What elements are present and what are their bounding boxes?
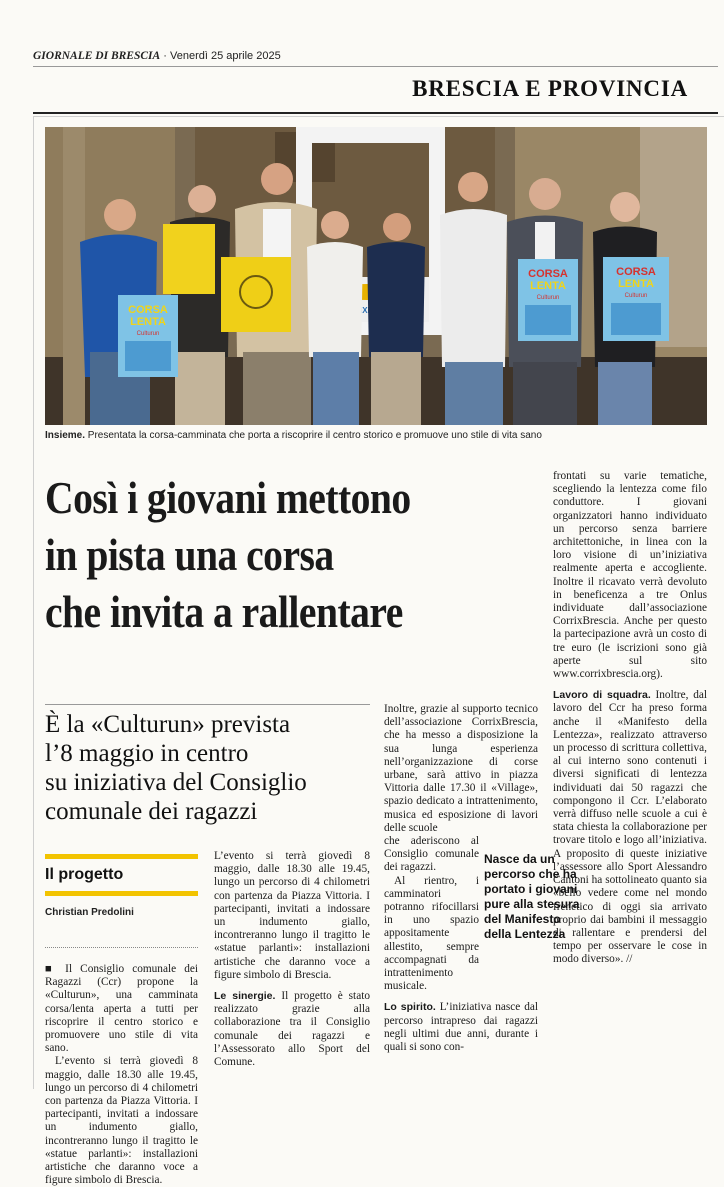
body-paragraph-3: Il progetto è stato realizzato grazie alla collaborazione tra il Consiglio comunale dei ragazzi e l’Assessorato allo Sport del Comune. [214, 990, 370, 1069]
body-paragraph-2: L’evento si terrà giovedì 8 maggio, dalle 18.30 alle 19.45, lungo un percorso di 4 chilometri con partenza da Piazza Vittoria. I partecipanti, invitati a indossare un indumento giallo, incontreranno lungo il tragitto le «statue parlanti»: installazioni artistiche che daranno voce a figure simbolo di Brescia. [214, 850, 370, 981]
subhead-line-3: su iniziativa del Consiglio [45, 769, 307, 796]
yellow-bag-1 [163, 224, 215, 294]
body-paragraph-1: Il Consiglio comunale dei Ragazzi (Ccr) propone la «Culturun», una camminata corsa/lenta aperta a tutti per riscoprire il centro storico e promuovere uno stile di vita sano. [45, 963, 198, 1055]
body-paragraph-6a: L’iniziativa nasce dal percorso intrapreso dai ragazzi negli ultimi due anni, durante i quali si sono con- [384, 1001, 538, 1054]
svg-text:LENTA: LENTA [618, 278, 654, 290]
kicker-bar-bottom [45, 891, 198, 896]
headline-line-3: che invita a rallentare [45, 587, 403, 637]
body-column-1 [45, 963, 198, 1187]
poster-middle [518, 259, 578, 341]
body-paragraph-4a: Inoltre, grazie al supporto tecnico dell’associazione CorrixBrescia, che ha messo a disposizione la sua lunga esperienza nell’organizzazione di corse urbane, sarà attivo in piazza Vittoria dalle 17.30 il «Village», spazio dedicato a intrattenimento, musica ed esposizione di lavori delle scuole [384, 703, 538, 834]
subhead-rule [45, 704, 370, 705]
subheadline [45, 710, 375, 826]
article-photo [45, 127, 707, 425]
pull-quote: Nasce da un percorso che ha portato i giovani pure alla stesura del Manifesto della Lentezza [484, 852, 584, 942]
byline-rule [45, 947, 198, 948]
headline-line-2: in pista una corsa [45, 530, 334, 580]
caption-label: Insieme. [45, 430, 86, 441]
body-column-2 [214, 850, 370, 1069]
svg-text:CORSA: CORSA [616, 266, 656, 278]
poster-right [603, 257, 669, 341]
masthead-separator: · [163, 50, 167, 62]
caption-text: Presentata la corsa-camminata che porta a riscoprire il centro storico e promuove uno stile di vita sano [85, 430, 542, 441]
paragraph-marker: ■ [45, 963, 58, 975]
group-photo-illustration [45, 127, 707, 425]
newspaper-name: GIORNALE DI BRESCIA [33, 50, 161, 62]
subhead-lavoro: Lavoro di squadra. [553, 689, 651, 702]
top-rule [33, 66, 718, 67]
kicker: Il progetto [45, 866, 124, 883]
headline [45, 470, 485, 641]
subhead-line-2: l’8 maggio in centro [45, 740, 249, 767]
body-column-4 [553, 470, 707, 967]
body-paragraph-5: Al rientro, i camminatori potranno rifocillarsi in uno spazio appositamente allestito, sempre accompagnati da intrattenimento musicale. [384, 874, 479, 993]
svg-text:Culturun: Culturun [136, 331, 160, 337]
svg-text:CORSA: CORSA [128, 304, 168, 316]
section-title: BRESCIA E PROVINCIA [412, 76, 688, 101]
headline-line-1: Così i giovani mettono [45, 473, 411, 523]
body-paragraph-6b: frontati su varie tematiche, scegliendo la lentezza come filo conduttore. I giovani organizzatori hanno individuato un percorso senza barriere architettoniche, in linea con la loro visione di un’iniziativa realmente aperta e accogliente. Inoltre il ricavato verrà devoluto in beneficenza a tre Onlus individuate dall’associazione CorrixBrescia. Anche per questo la partecipazione avrà un costo di tre euro (le iscrizioni sono già aperte sul sito www.corrixbrescia.org). [553, 470, 707, 681]
body-paragraph-7: Inoltre, dal lavoro del Ccr ha preso forma anche il «Manifesto della Lentezza», realizzato attraverso un processo di scrittura collettiva, al cui interno sono contenuti i diversi significati di lentezza individuati dai 50 ragazzi che compongono il Ccr. L’elaborato verrà diffuso nelle scuole a cui è stata chiesta la collaborazione per trovare titolo e logo all’iniziativa. A proposito di queste iniziative l’assessore allo Sport Alessandro Cantoni ha sottolineato quanto sia «bello vedere come nel mondo frenetico di oggi sia arrivato proprio dai bambini il messaggio di rallentare e prendersi del tempo per osservare le cose in modo diverso». [553, 689, 708, 966]
body-paragraph-2-start: L’evento si terrà giovedì 8 maggio, dalle 18.30 alle 19.45, lungo un percorso di 4 chilometri con partenza da Piazza Vittoria. I partecipanti, invitati a indossare un indumento giallo, incontreranno lungo il tragitto le «statue parlanti»: installazioni artistiche che daranno voce a figure simbolo di Brescia. [45, 1055, 198, 1187]
subhead-line-4: comunale dei ragazzi [45, 798, 258, 825]
end-mark: // [623, 953, 633, 966]
masthead [33, 50, 281, 62]
svg-text:Culturun: Culturun [536, 295, 560, 301]
author-byline: Christian Predolini [45, 907, 134, 918]
person-5 [367, 213, 425, 425]
subhead-sinergie: Le sinergie. [214, 990, 276, 1003]
kicker-bar-top [45, 854, 198, 859]
svg-text:CORSA: CORSA [528, 268, 568, 280]
poster-left [118, 295, 178, 377]
svg-text:Culturun: Culturun [624, 293, 648, 299]
section-rule [33, 112, 718, 114]
subhead-spirito: Lo spirito. [384, 1001, 436, 1014]
yellow-bag-2 [221, 257, 291, 332]
svg-text:LENTA: LENTA [130, 316, 166, 328]
publication-date: Venerdì 25 aprile 2025 [169, 50, 281, 62]
body-paragraph-4b: che aderiscono al Consiglio comunale dei ragazzi. [384, 835, 479, 874]
photo-caption [45, 430, 707, 441]
svg-text:LENTA: LENTA [530, 280, 566, 292]
subhead-line-1: È la «Culturun» prevista [45, 711, 291, 738]
